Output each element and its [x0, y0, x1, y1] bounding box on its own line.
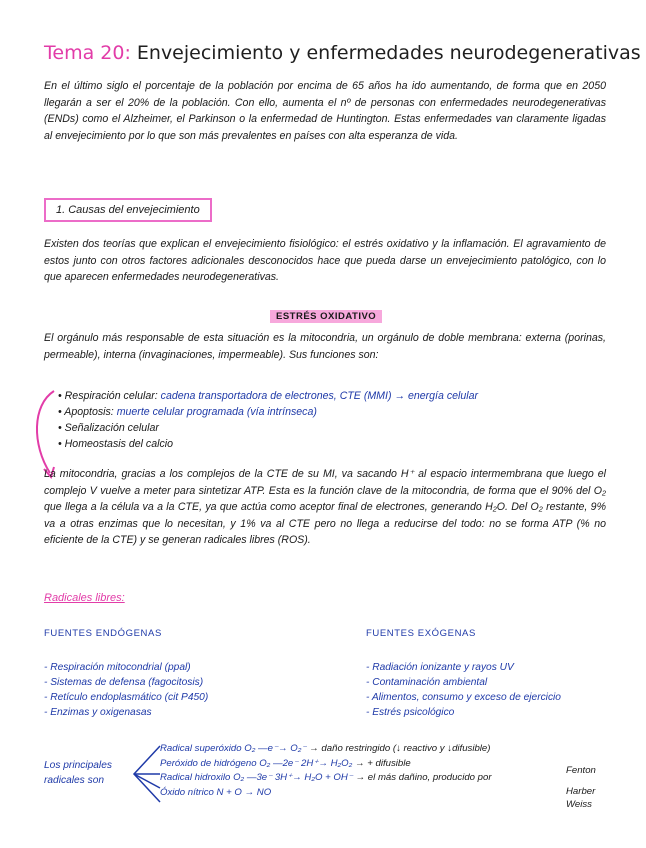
list-item: - Retículo endoplasmático (cit P450)	[44, 692, 209, 703]
list-item: Radical superóxido O₂ —e⁻→ O₂⁻ → daño restringido (↓ reactivo y ↓difusible)	[160, 743, 491, 754]
list-item: Peróxido de hidrógeno O₂ —2e⁻ 2H⁺→ H₂O₂ → + difusible	[160, 757, 411, 769]
list-item: Óxido nítrico N + O → NO	[160, 786, 272, 798]
exogenous-list	[366, 660, 636, 720]
list-item: - Respiración mitocondrial (ppal)	[44, 662, 191, 673]
producer-fenton: Fenton	[566, 765, 596, 776]
functions-list	[58, 388, 618, 452]
list-item: - Sistemas de defensa (fagocitosis)	[44, 677, 204, 688]
producer-harber-weiss: Harber Weiss	[566, 786, 596, 810]
list-item: • Respiración celular: cadena transportadora de electrones, CTE (MMI) → energía celular	[58, 390, 479, 402]
list-item: • Apoptosis: muerte celular programada (vía intrínseca)	[58, 406, 317, 418]
list-item: Radical hidroxilo O₂ —3e⁻ 3H⁺→ H₂O + OH⁻ → el más dañino, producido por	[160, 772, 492, 783]
section-heading-causas: 1. Causas del envejecimiento	[44, 198, 212, 222]
title-text: Envejecimiento y enfermedades neurodegenerativas	[136, 42, 641, 64]
oxidative-paragraph: El orgánulo más responsable de esta situación es la mitocondria, un orgánulo de doble membrana: externa (porinas, permeable), interna (invaginaciones, impermeable). Sus funciones son:	[44, 332, 606, 361]
list-item: • Homeostasis del calcio	[58, 438, 173, 450]
page-title	[44, 40, 641, 66]
section1-paragraph: Existen dos teorías que explican el envejecimiento fisiológico: el estrés oxidativo y la inflamación. El agravamiento de estos junto con otros factores adicionales desconocidos hace que pueda darse un envejecimiento patológico, con lo que aparecen enfermedades neurodegenerativas.	[44, 238, 606, 283]
endogenous-title: FUENTES ENDÓGENAS	[44, 628, 162, 639]
radicals-heading: Radicales libres:	[44, 592, 125, 604]
exogenous-title: FUENTES EXÓGENAS	[366, 628, 476, 639]
main-radicals-label: Los principales radicales son	[44, 760, 112, 786]
brace-icon	[128, 742, 164, 806]
radicals-list	[160, 742, 492, 800]
producers	[566, 764, 616, 811]
list-item: - Radiación ionizante y rayos UV	[366, 662, 514, 673]
title-tema: Tema 20	[44, 42, 125, 64]
mitochondria-paragraph: La mitocondria, gracias a los complejos de la CTE de su MI, va sacando H⁺ al espacio intermembrana que luego el complejo V vuelve a meter para sintetizar ATP. Esta es la función clave de la mitocondria, de forma que el 90% del O₂ que llega a la célula va a la CTE, ya que actúa como aceptor final de electrones, generando H₂O. Del O₂ restante, 9% va a otras enzimas que lo necesitan, y 1% va al CTE pero no llega a reducirse del todo: no se forma ATP (% no eficiente de la CTE) y se generan radicales libres (ROS).	[44, 468, 606, 546]
list-item: - Enzimas y oxigenasas	[44, 707, 152, 718]
list-item: - Alimentos, consumo y exceso de ejercicio	[366, 692, 561, 703]
list-item: - Contaminación ambiental	[366, 677, 488, 688]
title-colon: :	[124, 42, 131, 64]
endogenous-list	[44, 660, 334, 720]
intro-paragraph: En el último siglo el porcentaje de la población por encima de 65 años ha ido aumentando, de forma que en 2050 llegarán a ser el 20% de la población. Con ello, aumenta el nº de personas con enfermedades neurodegenerativas (ENDs) como el Alzheimer, el Parkinson o la enfermedad de Huntington. Estas enfermedades van claramente ligadas al envejecimiento por lo que son más prevalentes en países con alta esperanza de vida.	[44, 80, 606, 142]
oxidative-stress-label: ESTRÉS OXIDATIVO	[270, 310, 382, 323]
list-item: • Señalización celular	[58, 422, 159, 434]
list-item: - Estrés psicológico	[366, 707, 455, 718]
